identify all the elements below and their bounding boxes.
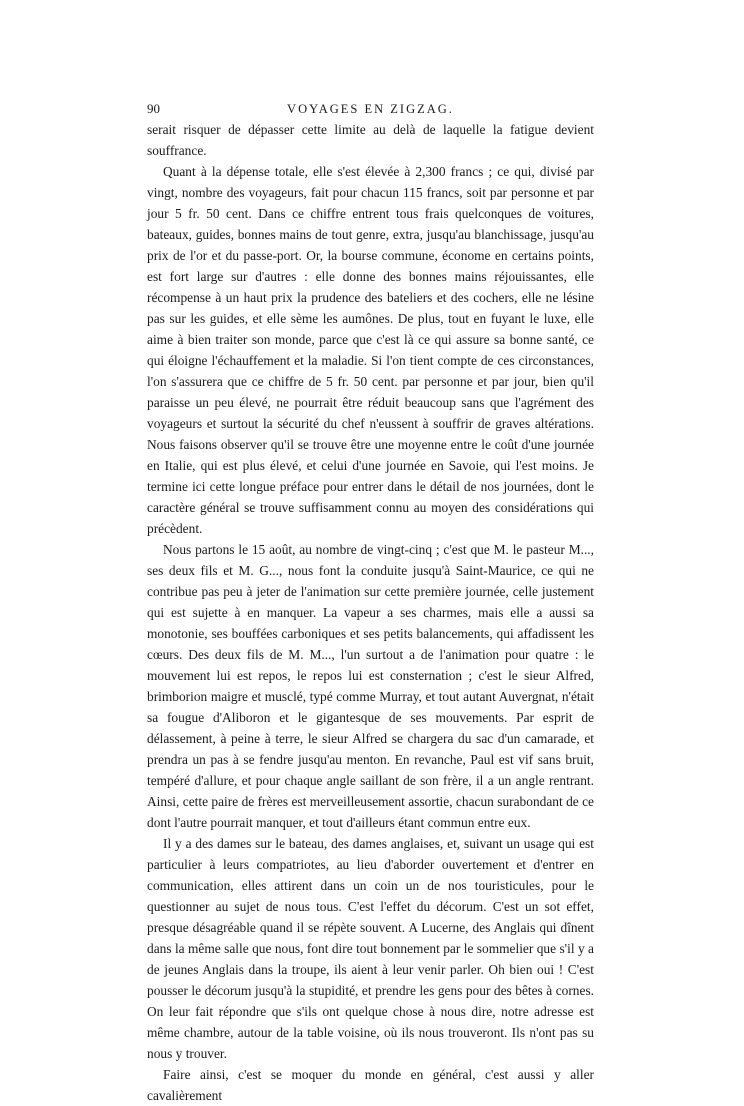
running-head <box>147 99 594 119</box>
paragraph-departure: Nous partons le 15 août, au nombre de vingt-cinq ; c'est que M. le pasteur M..., ses deux fils et M. G..., nous font la conduite jusqu'à Saint-Maurice, ce qui ne contribue pas peu à jeter de l'animation sur cette première journée, celle justement qui est sujette à en manquer. La vapeur a ses charmes, mais elle a aussi sa monotonie, ses bouffées carboniques et ses petits balancements, qui affadissent les cœurs. Des deux fils de M. M..., l'un surtout a de l'animation pour quatre : le mouvement lui est repos, le repos lui est consternation ; c'est le sieur Alfred, brimborion maigre et musclé, typé comme Murray, et tout autant Auvergnat, n'était sa fougue d'Aliboron et le gigantesque de ses mouvements. Par esprit de délassement, à peine à terre, le sieur Alfred se chargera du sac d'un camarade, et prendra un pas à se fendre jusqu'au menton. En revanche, Paul est vif sans bruit, tempéré d'allure, et pour chaque angle saillant de son frère, il a un angle rentrant. Ainsi, cette paire de frères est merveilleusement assortie, chacun surabondant de ce dont l'autre pourrait manquer, et tout d'ailleurs étant commun entre eux. <box>147 542 594 830</box>
paragraph-expenses: Quant à la dépense totale, elle s'est élevée à 2,300 francs ; ce qui, divisé par vingt, nombre des voyageurs, fait pour chacun 115 francs, soit par personne et par jour 5 fr. 50 cent. Dans ce chiffre entrent tous frais quelconques de voitures, bateaux, guides, bonnes mains de tout genre, extra, jusqu'au blanchissage, jusqu'au prix de l'or et du passe-port. Or, la bourse commune, économe en certains points, est fort large sur d'autres : elle donne des bonnes mains réjouissantes, elle récompense à un haut prix la prudence des bateliers et des cochers, elle ne lésine pas sur les guides, et elle sème les aumônes. De plus, tout en fuyant le luxe, elle aime à bien traiter son monde, parce que c'est là ce qui assure sa bonne santé, ce qui éloigne l'échauffement et la maladie. Si l'on tient compte de ces circonstances, l'on s'assurera que ce chiffre de 5 fr. 50 cent. par personne et par jour, bien qu'il paraisse un peu élevé, ne pourrait être réduit beaucoup sans que l'agrément des voyageurs et surtout la sécurité du chef n'eussent à souffrir de graves altérations. Nous faisons observer qu'il se trouve être une moyenne entre le coût d'une journée en Italie, qui est plus élevé, et celui d'une journée en Savoie, qui l'est moins. Je termine ici cette longue préface pour entrer dans le détail de nos journées, dont le caractère général se trouve suffisamment connu au moyen des considérations qui précèdent. <box>147 164 594 536</box>
page-number: 90 <box>147 101 160 116</box>
running-title: VOYAGES EN ZIGZAG. <box>287 102 454 116</box>
paragraph-english-ladies: Il y a des dames sur le bateau, des dames anglaises, et, suivant un usage qui est particulier à leurs compatriotes, au lieu d'aborder ouvertement et d'entrer en communication, elles attirent dans un coin un de nos touristicules, pour le questionner au sujet de nous tous. C'est l'effet du décorum. C'est un sot effet, presque désagréable quand il se répète souvent. A Lucerne, des Anglais qui dînent dans la même salle que nous, font dire tout bonnement par le sommelier que s'il y a de jeunes Anglais dans la troupe, ils aient à leur venir parler. Oh bien oui ! C'est pousser le décorum jusqu'à la stupidité, et prendre les gens pour des bêtes à cornes. On leur fait répondre que s'ils ont quelque chose à nous dire, notre adresse est même chambre, autour de la table voisine, où ils nous trouveront. Ils n'ont pas su nous y trouver. <box>147 836 594 1061</box>
paragraph-continuation: serait risquer de dépasser cette limite au delà de laquelle la fatigue devient souffrance. <box>147 122 594 158</box>
book-page <box>147 99 594 1106</box>
paragraph-closing: Faire ainsi, c'est se moquer du monde en général, c'est aussi y aller cavalièrement <box>147 1067 594 1103</box>
body-text <box>147 119 594 1106</box>
